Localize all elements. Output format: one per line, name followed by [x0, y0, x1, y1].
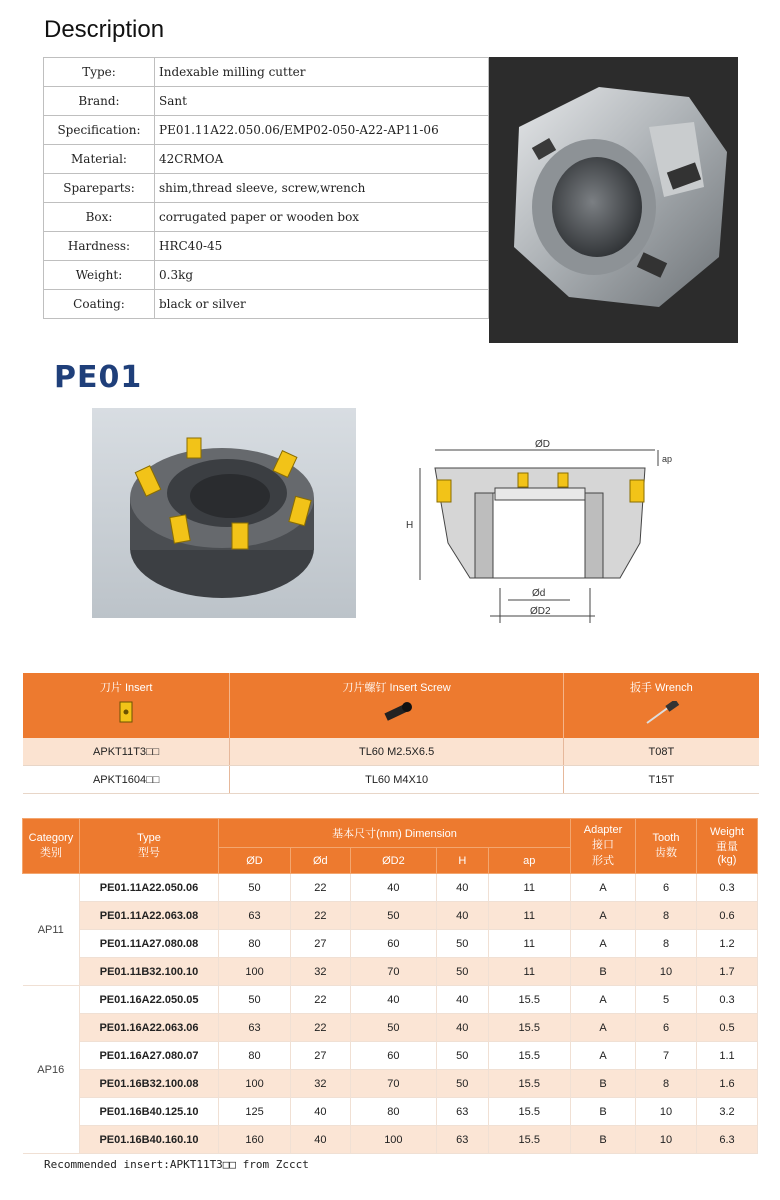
- value-cell: 70: [350, 1070, 436, 1098]
- value-cell: 8: [636, 1070, 697, 1098]
- value-cell: B: [571, 958, 636, 986]
- value-cell: 40: [291, 1098, 351, 1126]
- value-cell: 11: [488, 958, 571, 986]
- value-cell: 15.5: [488, 1042, 571, 1070]
- spec-value: PE01.11A22.050.06/EMP02-050-A22-AP11-06: [155, 116, 489, 145]
- wrench-header: 扳手 Wrench: [563, 673, 759, 738]
- value-cell: 15.5: [488, 1098, 571, 1126]
- spec-label: Weight:: [44, 261, 155, 290]
- weight-header: Weight 重量 (kg): [697, 819, 758, 874]
- type-cell: PE01.11A22.050.06: [80, 874, 219, 902]
- label-d: Ød: [532, 588, 546, 599]
- accessory-table: [23, 673, 759, 794]
- value-cell: 15.5: [488, 1126, 571, 1154]
- spec-row: [44, 174, 489, 203]
- value-cell: 22: [291, 874, 351, 902]
- insert-icon: [118, 701, 134, 723]
- value-cell: 125: [219, 1098, 291, 1126]
- value-cell: 50: [437, 1042, 488, 1070]
- spec-row: [44, 87, 489, 116]
- type-cell: PE01.16A27.080.07: [80, 1042, 219, 1070]
- dimension-header: 基本尺寸(mm) Dimension: [219, 819, 571, 848]
- value-cell: 0.3: [697, 986, 758, 1014]
- dimension-subheader: ØD2: [350, 848, 436, 874]
- type-header: Type 型号: [80, 819, 219, 874]
- spec-row: [44, 290, 489, 319]
- label-H: H: [406, 520, 414, 531]
- value-cell: 50: [219, 874, 291, 902]
- accessory-cell: APKT1604□□: [23, 766, 230, 794]
- table-row: [23, 1042, 758, 1070]
- spec-row: [44, 116, 489, 145]
- value-cell: A: [571, 986, 636, 1014]
- value-cell: 50: [350, 1014, 436, 1042]
- value-cell: 5: [636, 986, 697, 1014]
- type-cell: PE01.16A22.063.06: [80, 1014, 219, 1042]
- value-cell: 50: [437, 958, 488, 986]
- spec-label: Coating:: [44, 290, 155, 319]
- spec-label: Box:: [44, 203, 155, 232]
- value-cell: A: [571, 1042, 636, 1070]
- spec-row: [44, 261, 489, 290]
- value-cell: 15.5: [488, 1014, 571, 1042]
- spec-value: shim,thread sleeve, screw,wrench: [155, 174, 489, 203]
- dimension-subheader: ØD: [219, 848, 291, 874]
- accessory-cell: T15T: [563, 766, 759, 794]
- value-cell: 40: [437, 986, 488, 1014]
- accessory-cell: TL60 M4X10: [230, 766, 563, 794]
- value-cell: 27: [291, 1042, 351, 1070]
- type-cell: PE01.11A22.063.08: [80, 902, 219, 930]
- value-cell: B: [571, 1070, 636, 1098]
- accessory-cell: APKT11T3□□: [23, 738, 230, 766]
- type-cell: PE01.16A22.050.05: [80, 986, 219, 1014]
- spec-label: Brand:: [44, 87, 155, 116]
- value-cell: 11: [488, 874, 571, 902]
- table-row: [23, 1070, 758, 1098]
- value-cell: 8: [636, 902, 697, 930]
- value-cell: 63: [437, 1126, 488, 1154]
- value-cell: 100: [350, 1126, 436, 1154]
- value-cell: 63: [219, 1014, 291, 1042]
- value-cell: 80: [350, 1098, 436, 1126]
- table-row: [23, 874, 758, 902]
- value-cell: A: [571, 874, 636, 902]
- value-cell: 32: [291, 1070, 351, 1098]
- value-cell: 40: [350, 874, 436, 902]
- type-cell: PE01.16B40.160.10: [80, 1126, 219, 1154]
- spec-label: Material:: [44, 145, 155, 174]
- value-cell: 80: [219, 1042, 291, 1070]
- table-row: [23, 1014, 758, 1042]
- value-cell: 40: [350, 986, 436, 1014]
- screw-header: 刀片螺钉 Insert Screw: [230, 673, 563, 738]
- value-cell: 160: [219, 1126, 291, 1154]
- dimension-table: [22, 818, 758, 1154]
- spec-row: [44, 145, 489, 174]
- table-row: [23, 930, 758, 958]
- insert-header: 刀片 Insert: [23, 673, 230, 738]
- value-cell: 22: [291, 1014, 351, 1042]
- spec-label: Specification:: [44, 116, 155, 145]
- tooth-header: Tooth 齿数: [636, 819, 697, 874]
- technical-drawing: [400, 438, 680, 633]
- value-cell: 22: [291, 986, 351, 1014]
- value-cell: 6: [636, 1014, 697, 1042]
- value-cell: 6.3: [697, 1126, 758, 1154]
- value-cell: 15.5: [488, 1070, 571, 1098]
- table-row: [23, 1098, 758, 1126]
- accessory-row: [23, 738, 759, 766]
- table-row: [23, 902, 758, 930]
- dimension-subheader: Ød: [291, 848, 351, 874]
- value-cell: 3.2: [697, 1098, 758, 1126]
- value-cell: 50: [437, 930, 488, 958]
- value-cell: 8: [636, 930, 697, 958]
- value-cell: 40: [437, 1014, 488, 1042]
- value-cell: A: [571, 1014, 636, 1042]
- spec-value: 42CRMOA: [155, 145, 489, 174]
- value-cell: 50: [350, 902, 436, 930]
- dimension-subheader: ap: [488, 848, 571, 874]
- value-cell: 80: [219, 930, 291, 958]
- value-cell: 7: [636, 1042, 697, 1070]
- value-cell: 40: [437, 902, 488, 930]
- spec-label: Type:: [44, 58, 155, 87]
- value-cell: 1.1: [697, 1042, 758, 1070]
- spec-value: Sant: [155, 87, 489, 116]
- dimension-subheader: H: [437, 848, 488, 874]
- value-cell: 50: [437, 1070, 488, 1098]
- page-title: Description: [44, 16, 165, 43]
- value-cell: B: [571, 1126, 636, 1154]
- value-cell: 22: [291, 902, 351, 930]
- footer-note: Recommended insert:APKT11T3□□ from Zccct: [44, 1158, 309, 1171]
- screw-icon: [377, 701, 417, 723]
- wrench-icon: [641, 701, 681, 725]
- label-D2: ØD2: [530, 606, 551, 617]
- value-cell: A: [571, 930, 636, 958]
- table-row: [23, 986, 758, 1014]
- value-cell: B: [571, 1098, 636, 1126]
- spec-row: [44, 232, 489, 261]
- accessory-cell: T08T: [563, 738, 759, 766]
- value-cell: 1.2: [697, 930, 758, 958]
- cutter-render: [92, 408, 356, 618]
- category-cell: AP11: [23, 874, 80, 986]
- category-header: Category 类别: [23, 819, 80, 874]
- spec-value: HRC40-45: [155, 232, 489, 261]
- value-cell: 70: [350, 958, 436, 986]
- value-cell: 40: [437, 874, 488, 902]
- value-cell: 11: [488, 902, 571, 930]
- value-cell: 0.3: [697, 874, 758, 902]
- value-cell: 50: [219, 986, 291, 1014]
- value-cell: 63: [437, 1098, 488, 1126]
- spec-row: [44, 58, 489, 87]
- value-cell: 27: [291, 930, 351, 958]
- accessory-cell: TL60 M2.5X6.5: [230, 738, 563, 766]
- value-cell: 40: [291, 1126, 351, 1154]
- spec-value: Indexable milling cutter: [155, 58, 489, 87]
- value-cell: 60: [350, 1042, 436, 1070]
- value-cell: 10: [636, 1126, 697, 1154]
- table-row: [23, 1126, 758, 1154]
- spec-value: black or silver: [155, 290, 489, 319]
- value-cell: 100: [219, 1070, 291, 1098]
- label-ap: ap: [662, 454, 673, 464]
- type-cell: PE01.16B32.100.08: [80, 1070, 219, 1098]
- type-cell: PE01.11B32.100.10: [80, 958, 219, 986]
- value-cell: 15.5: [488, 986, 571, 1014]
- adapter-header: Adapter 接口 形式: [571, 819, 636, 874]
- value-cell: 10: [636, 958, 697, 986]
- value-cell: 60: [350, 930, 436, 958]
- accessory-row: [23, 766, 759, 794]
- value-cell: A: [571, 902, 636, 930]
- cutter-photo: [489, 57, 738, 343]
- spec-row: [44, 203, 489, 232]
- spec-table: [43, 57, 489, 319]
- label-D: ØD: [535, 439, 550, 450]
- value-cell: 0.6: [697, 902, 758, 930]
- table-row: [23, 958, 758, 986]
- spec-label: Spareparts:: [44, 174, 155, 203]
- spec-value: corrugated paper or wooden box: [155, 203, 489, 232]
- value-cell: 32: [291, 958, 351, 986]
- category-cell: AP16: [23, 986, 80, 1154]
- value-cell: 0.5: [697, 1014, 758, 1042]
- spec-value: 0.3kg: [155, 261, 489, 290]
- value-cell: 1.7: [697, 958, 758, 986]
- value-cell: 10: [636, 1098, 697, 1126]
- type-cell: PE01.16B40.125.10: [80, 1098, 219, 1126]
- model-label: PE01: [54, 360, 143, 395]
- value-cell: 1.6: [697, 1070, 758, 1098]
- value-cell: 63: [219, 902, 291, 930]
- value-cell: 100: [219, 958, 291, 986]
- spec-label: Hardness:: [44, 232, 155, 261]
- value-cell: 6: [636, 874, 697, 902]
- value-cell: 11: [488, 930, 571, 958]
- type-cell: PE01.11A27.080.08: [80, 930, 219, 958]
